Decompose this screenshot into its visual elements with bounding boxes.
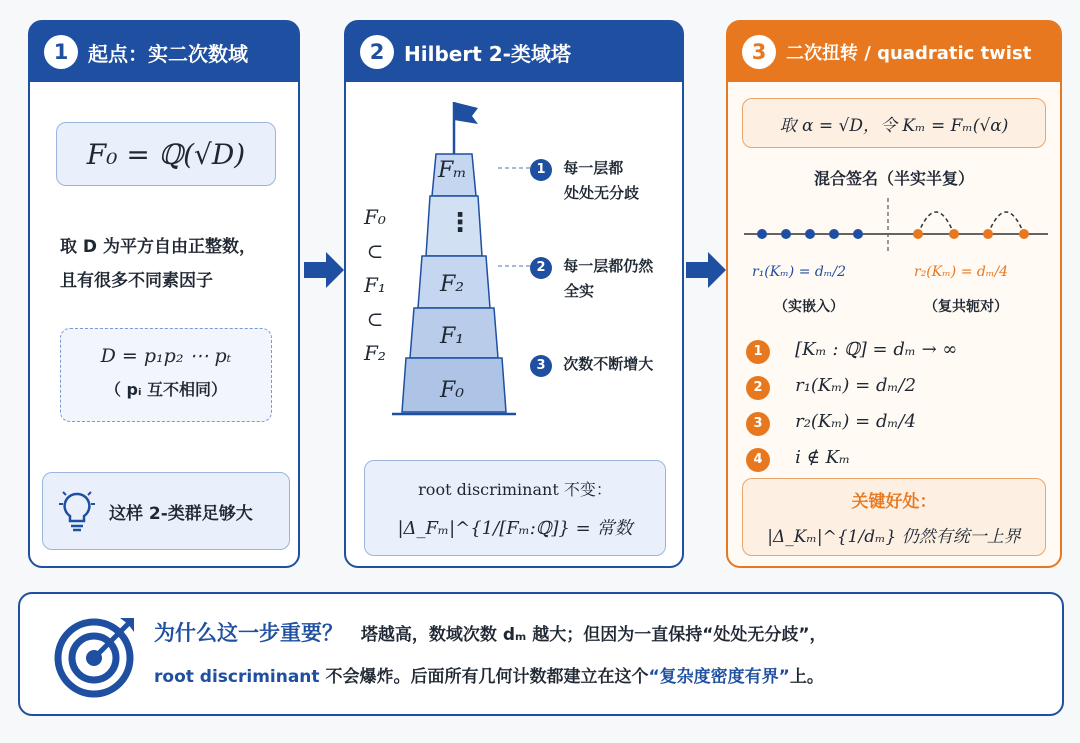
point1-line1: 每一层都 bbox=[563, 159, 624, 177]
fact2-number: 2 bbox=[746, 376, 770, 400]
fact3-text: r₂(Kₘ) = dₘ/4 bbox=[795, 411, 917, 432]
tower-level-f2: F₂ bbox=[440, 272, 465, 297]
point1-number: 1 bbox=[530, 159, 552, 181]
root-disc-formula: |Δ_Fₘ|^{1/[Fₘ:ℚ]} = 常数 bbox=[397, 518, 633, 539]
chain-subset-1: ⊂ bbox=[366, 239, 384, 263]
panel2-header bbox=[346, 22, 682, 82]
panel-quadratic-twist bbox=[726, 20, 1062, 568]
twist-setup-formula: 取 α = √D，令 Kₘ = Fₘ(√α) bbox=[779, 115, 1009, 136]
real-embedding-formula: r₁(Kₘ) = dₘ/2 bbox=[752, 264, 847, 280]
desc-line2: 且有很多不同素因子 bbox=[60, 271, 213, 291]
factorization-box bbox=[60, 328, 272, 422]
chain-subset-2: ⊂ bbox=[366, 307, 384, 331]
panel2-number: 2 bbox=[360, 35, 394, 69]
tower-point-2 bbox=[530, 254, 653, 303]
panel3-number: 3 bbox=[742, 35, 776, 69]
panel3-title: 二次扭转 / quadratic twist bbox=[786, 43, 1032, 64]
point2-line2: 全实 bbox=[564, 282, 595, 300]
why-important-panel bbox=[18, 592, 1064, 716]
chain-f1: F₁ bbox=[364, 273, 386, 297]
field-definition-box bbox=[56, 122, 276, 186]
bottom-highlight: “复杂度密度有界” bbox=[648, 667, 790, 687]
bottom-line1: 塔越高，数域次数 dₘ 越大；但因为一直保持“处处无分歧”， bbox=[360, 625, 827, 645]
panel1-title: 起点：实二次数域 bbox=[88, 41, 248, 66]
benefit-title: 关键好处： bbox=[851, 492, 937, 512]
real-embedding-note: （实嵌入） bbox=[774, 299, 844, 315]
field-formula: F₀ = ℚ(√D) bbox=[86, 137, 246, 171]
embedding-diagram bbox=[740, 194, 1052, 254]
lightbulb-icon bbox=[57, 488, 97, 534]
panel1-number: 1 bbox=[44, 35, 78, 69]
why-important-text bbox=[154, 612, 827, 698]
twist-setup-box bbox=[742, 98, 1046, 148]
point3-number: 3 bbox=[530, 355, 552, 377]
fact-4 bbox=[746, 440, 957, 476]
root-discriminant-box bbox=[364, 460, 666, 556]
desc-line1: 取 D 为平方自由正整数， bbox=[60, 237, 256, 257]
panel3-header bbox=[728, 22, 1060, 82]
fact4-text: i ∉ Kₘ bbox=[795, 447, 851, 468]
bottom-line2-end: 上。 bbox=[789, 667, 824, 687]
arrow-right-icon bbox=[684, 250, 728, 290]
fact-1 bbox=[746, 332, 957, 368]
root-disc-line1: root discriminant 不变： bbox=[418, 480, 612, 499]
tower-level-fm: Fₘ bbox=[438, 158, 467, 183]
twist-facts-list bbox=[746, 332, 957, 476]
point3-line1: 次数不断增大 bbox=[563, 355, 654, 373]
benefit-text: |Δ_Kₘ|^{1/dₘ} 仍然有统一上界 bbox=[767, 527, 1021, 547]
panel2-title: Hilbert 2-类域塔 bbox=[404, 41, 571, 66]
fact4-number: 4 bbox=[746, 448, 770, 472]
tower-point-1 bbox=[530, 156, 639, 205]
panel1-header bbox=[30, 22, 298, 82]
fact3-number: 3 bbox=[746, 412, 770, 436]
why-question: 为什么这一步重要？ bbox=[154, 621, 343, 645]
fact2-text: r₁(Kₘ) = dₘ/2 bbox=[795, 375, 917, 396]
panel-starting-point bbox=[28, 20, 300, 568]
chain-f0: F₀ bbox=[364, 205, 386, 229]
choice-description bbox=[60, 230, 256, 298]
factorization-formula: D = p₁p₂ ⋯ pₜ bbox=[100, 345, 232, 367]
target-icon bbox=[54, 614, 138, 698]
fact-3 bbox=[746, 404, 957, 440]
distinct-note: （ pᵢ 互不相同） bbox=[104, 380, 228, 399]
tower-level-f0: F₀ bbox=[440, 378, 465, 403]
complex-embedding-formula: r₂(Kₘ) = dₘ/4 bbox=[914, 264, 1009, 280]
complex-embedding-note: （复共轭对） bbox=[924, 299, 1008, 315]
point2-number: 2 bbox=[530, 257, 552, 279]
tip-text: 这样 2-类群足够大 bbox=[109, 503, 253, 524]
bottom-line2: 不会爆炸。后面所有几何计数都建立在这个 bbox=[319, 667, 649, 687]
tip-box bbox=[42, 472, 290, 550]
tower-point-3 bbox=[530, 352, 653, 377]
tower-level-f1: F₁ bbox=[440, 324, 465, 349]
fact1-text: [Kₘ : ℚ] = dₘ → ∞ bbox=[795, 339, 958, 360]
tower-ellipsis: ⋮ bbox=[447, 208, 473, 238]
arrow-right-icon bbox=[302, 250, 346, 290]
panel-class-field-tower bbox=[344, 20, 684, 568]
bottom-root-disc: root discriminant bbox=[154, 667, 320, 687]
inclusion-chain bbox=[364, 200, 386, 370]
fact-2 bbox=[746, 368, 957, 404]
point1-line2: 处处无分歧 bbox=[564, 184, 640, 202]
fact1-number: 1 bbox=[746, 340, 770, 364]
point2-line1: 每一层都仍然 bbox=[563, 257, 654, 275]
chain-f2: F₂ bbox=[364, 341, 386, 365]
mixed-signature-title: 混合签名（半实半复） bbox=[813, 169, 974, 188]
key-benefit-box bbox=[742, 478, 1046, 556]
